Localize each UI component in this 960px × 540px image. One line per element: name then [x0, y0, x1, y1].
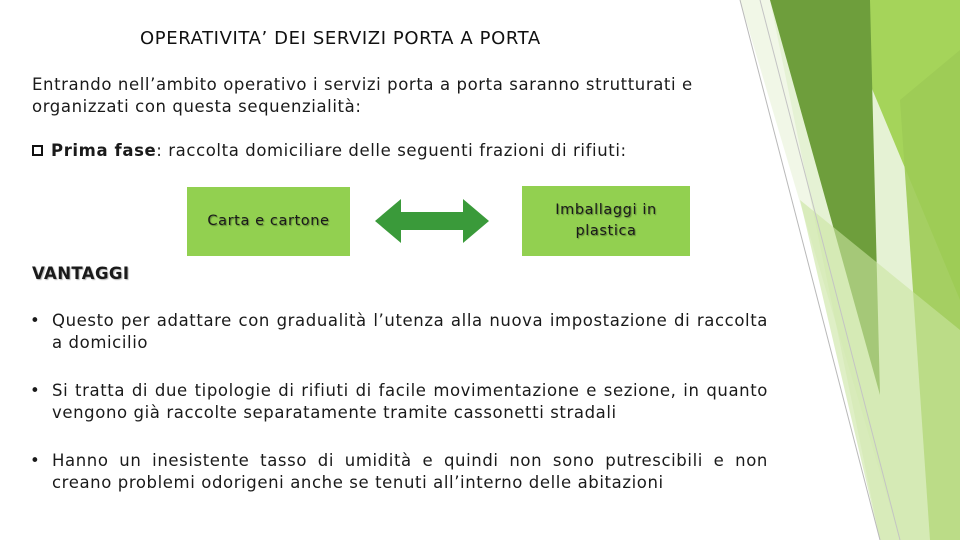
box-carta-cartone: [187, 187, 350, 256]
bullet-dot-icon: •: [30, 451, 41, 470]
phase-line: [32, 141, 627, 160]
phase-text: : raccolta domiciliare delle seguenti frazioni di rifiuti:: [156, 141, 627, 160]
list-item-text: Si tratta di due tipologie di rifiuti di facile movimentazione e sezione, in quanto vengono già raccolte separatamente tramite cassonetti stradali: [52, 381, 768, 422]
box-right-label: Imballaggi in plastica: [555, 202, 657, 239]
list-item: [30, 450, 768, 494]
bullet-dot-icon: •: [30, 311, 41, 330]
list-item: [30, 310, 768, 354]
list-item-text: Questo per adattare con gradualità l’utenza alla nuova impostazione di raccolta a domicilio: [52, 311, 768, 352]
phase-label: Prima fase: [51, 141, 157, 160]
advantages-list: [30, 310, 768, 494]
list-item-text: Hanno un inesistente tasso di umidità e quindi non sono putrescibili e non creano problemi odorigeni anche se tenuti all’interno delle abitazioni: [52, 451, 768, 492]
box-left-label: Carta e cartone: [207, 213, 330, 229]
bullet-dot-icon: •: [30, 381, 41, 400]
vantaggi-heading: VANTAGGI: [32, 264, 130, 283]
box-imballaggi-plastica: [522, 186, 690, 256]
intro-paragraph: Entrando nell’ambito operativo i servizi porta a porta saranno strutturati e organizzati con questa sequenzialità:: [32, 75, 693, 116]
checkbox-bullet-icon: [32, 145, 43, 156]
page-title: OPERATIVITA’ DEI SERVIZI PORTA A PORTA: [140, 28, 541, 49]
double-arrow-icon: [375, 197, 489, 245]
list-item: [30, 380, 768, 424]
